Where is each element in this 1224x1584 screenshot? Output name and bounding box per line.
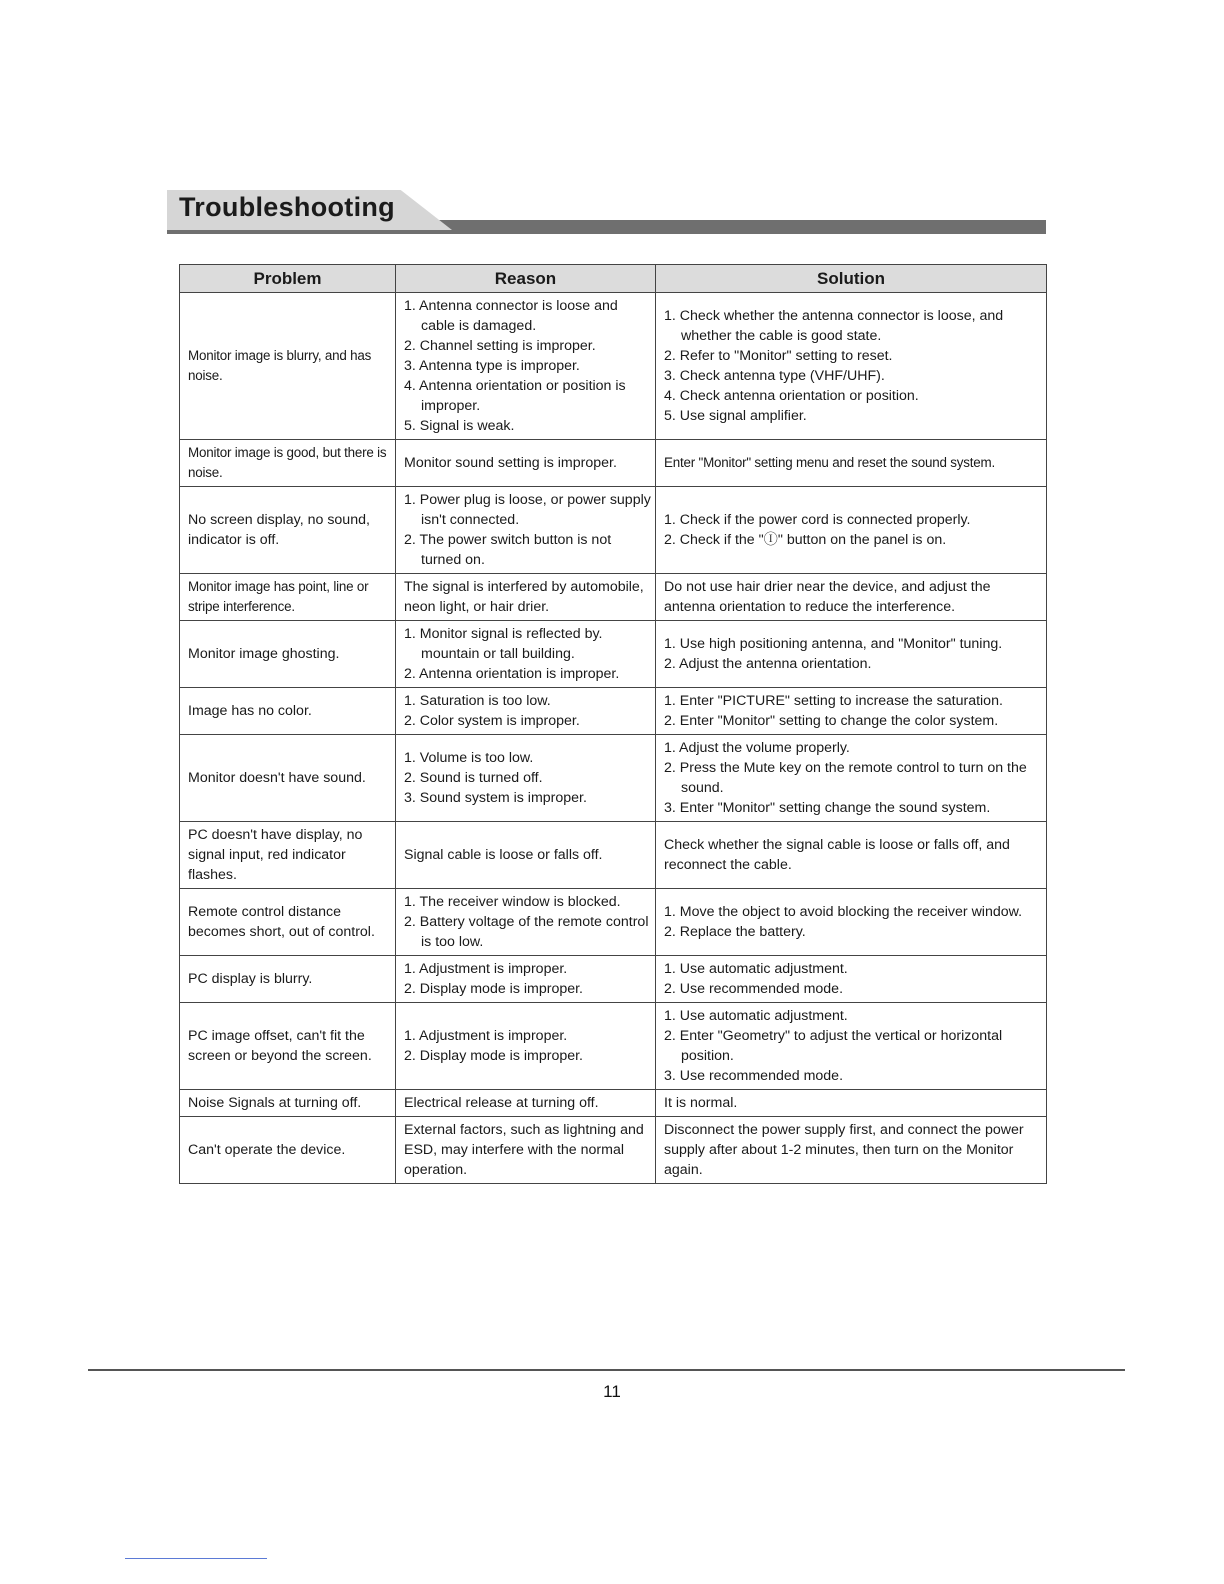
- solution-item: 2. Adjust the antenna orientation.: [664, 656, 872, 672]
- solution-item: 1. Use automatic adjustment.: [664, 1008, 848, 1024]
- solution-cell: Check whether the signal cable is loose or falls off, and reconnect the cable.: [656, 822, 1047, 889]
- solution-item: 1. Use high positioning antenna, and "Monitor" tuning.: [664, 636, 1003, 652]
- reason-cell: The signal is interfered by automobile, neon light, or hair drier.: [396, 574, 656, 621]
- table-row: [180, 822, 1047, 889]
- solution-cell: [656, 735, 1047, 822]
- solution-item: 2. Replace the battery.: [664, 924, 806, 940]
- solution-item: 1. Adjust the volume properly.: [664, 740, 850, 756]
- reason-cell: Signal cable is loose or falls off.: [396, 822, 656, 889]
- solution-item: 1. Use automatic adjustment.: [664, 961, 848, 977]
- reason-cell: Electrical release at turning off.: [396, 1090, 656, 1117]
- reason-cell: [396, 956, 656, 1003]
- solution-cell: [656, 487, 1047, 574]
- solution-item: 5. Use signal amplifier.: [664, 408, 807, 424]
- problem-cell: Can't operate the device.: [180, 1117, 396, 1184]
- reason-item: 1. Monitor signal is reflected by. mountain or tall building.: [404, 626, 603, 662]
- reason-item: 1. The receiver window is blocked.: [404, 894, 621, 910]
- header-problem: Problem: [180, 265, 396, 293]
- reason-cell: [396, 889, 656, 956]
- solution-cell: Enter "Monitor" setting menu and reset the sound system.: [656, 440, 1047, 487]
- solution-item: 4. Check antenna orientation or position.: [664, 388, 919, 404]
- reason-item: 3. Antenna type is improper.: [404, 358, 580, 374]
- solution-item: 2. Press the Mute key on the remote control to turn on the sound.: [664, 760, 1027, 796]
- table-header-row: [180, 265, 1047, 293]
- solution-item: 3. Check antenna type (VHF/UHF).: [664, 368, 885, 384]
- problem-cell: Monitor image ghosting.: [180, 621, 396, 688]
- reason-item: 2. Display mode is improper.: [404, 981, 583, 997]
- reason-cell: [396, 293, 656, 440]
- table-row: [180, 889, 1047, 956]
- solution-item: 1. Move the object to avoid blocking the receiver window.: [664, 904, 1023, 920]
- solution-cell: [656, 621, 1047, 688]
- solution-item: 1. Check whether the antenna connector is loose, and whether the cable is good state.: [664, 308, 1004, 344]
- reason-item: 2. Channel setting is improper.: [404, 338, 596, 354]
- reason-cell: [396, 487, 656, 574]
- solution-cell: Disconnect the power supply first, and connect the power supply after about 1-2 minutes, then turn on the Monitor again.: [656, 1117, 1047, 1184]
- reason-cell: [396, 1003, 656, 1090]
- solution-item: 2. Refer to "Monitor" setting to reset.: [664, 348, 893, 364]
- problem-cell: PC doesn't have display, no signal input, red indicator flashes.: [180, 822, 396, 889]
- problem-cell: No screen display, no sound, indicator is off.: [180, 487, 396, 574]
- solution-item: 1. Enter "PICTURE" setting to increase the saturation.: [664, 693, 1003, 709]
- table-row: [180, 735, 1047, 822]
- problem-cell: Image has no color.: [180, 688, 396, 735]
- problem-cell: PC display is blurry.: [180, 956, 396, 1003]
- reason-item: 2. Battery voltage of the remote control is too low.: [404, 914, 649, 950]
- section-header: [167, 190, 1047, 238]
- reason-cell: [396, 735, 656, 822]
- solution-cell: Do not use hair drier near the device, and adjust the antenna orientation to reduce the interference.: [656, 574, 1047, 621]
- problem-cell: Monitor doesn't have sound.: [180, 735, 396, 822]
- table-row: [180, 621, 1047, 688]
- table-row: [180, 440, 1047, 487]
- troubleshooting-table: [179, 264, 1047, 1184]
- reason-item: 5. Signal is weak.: [404, 418, 515, 434]
- solution-cell: [656, 293, 1047, 440]
- problem-cell: Monitor image has point, line or stripe interference.: [180, 574, 396, 621]
- page-number: 11: [603, 1382, 621, 1401]
- reason-item: 2. Antenna orientation is improper.: [404, 666, 620, 682]
- problem-cell: Noise Signals at turning off.: [180, 1090, 396, 1117]
- reason-item: 3. Sound system is improper.: [404, 790, 587, 806]
- reason-item: 1. Volume is too low.: [404, 750, 534, 766]
- page-title: Troubleshooting: [179, 192, 395, 222]
- reason-cell: Monitor sound setting is improper.: [396, 440, 656, 487]
- problem-cell: Remote control distance becomes short, out of control.: [180, 889, 396, 956]
- table-row: [180, 293, 1047, 440]
- solution-cell: [656, 956, 1047, 1003]
- problem-cell: Monitor image is good, but there is noise.: [180, 440, 396, 487]
- reason-cell: [396, 621, 656, 688]
- table-row: [180, 956, 1047, 1003]
- reason-item: 4. Antenna orientation or position is improper.: [404, 378, 626, 414]
- reason-cell: [396, 688, 656, 735]
- reason-item: 1. Saturation is too low.: [404, 693, 551, 709]
- reason-item: 1. Antenna connector is loose and cable is damaged.: [404, 298, 618, 334]
- header-solution: Solution: [656, 265, 1047, 293]
- reason-item: 2. Display mode is improper.: [404, 1048, 583, 1064]
- reason-item: 1. Adjustment is improper.: [404, 1028, 568, 1044]
- reason-item: 2. The power switch button is not turned on.: [404, 532, 612, 568]
- table-row: [180, 487, 1047, 574]
- solution-item: 2. Enter "Geometry" to adjust the vertical or horizontal position.: [664, 1028, 1003, 1064]
- reason-item: 2. Color system is improper.: [404, 713, 580, 729]
- solution-cell: [656, 1003, 1047, 1090]
- reason-item: 1. Adjustment is improper.: [404, 961, 568, 977]
- table-row: [180, 688, 1047, 735]
- reason-item: 1. Power plug is loose, or power supply isn't connected.: [404, 492, 651, 528]
- solution-item: 3. Enter "Monitor" setting change the sound system.: [664, 800, 991, 816]
- solution-item: 3. Use recommended mode.: [664, 1068, 844, 1084]
- table-row: [180, 1090, 1047, 1117]
- problem-cell: Monitor image is blurry, and has noise.: [180, 293, 396, 440]
- table-row: [180, 574, 1047, 621]
- reason-cell: External factors, such as lightning and ESD, may interfere with the normal operation.: [396, 1117, 656, 1184]
- solution-item: 2. Use recommended mode.: [664, 981, 844, 997]
- solution-item: 2. Check if the "Ⓘ" button on the panel is on.: [664, 532, 947, 548]
- solution-cell: [656, 688, 1047, 735]
- solution-cell: [656, 889, 1047, 956]
- solution-item: 2. Enter "Monitor" setting to change the color system.: [664, 713, 999, 729]
- reason-item: 2. Sound is turned off.: [404, 770, 543, 786]
- table-row: [180, 1117, 1047, 1184]
- solution-cell: It is normal.: [656, 1090, 1047, 1117]
- solution-item: 1. Check if the power cord is connected properly.: [664, 512, 971, 528]
- header-reason: Reason: [396, 265, 656, 293]
- footer-rule: [88, 1369, 1125, 1371]
- problem-cell: PC image offset, can't fit the screen or beyond the screen.: [180, 1003, 396, 1090]
- table-row: [180, 1003, 1047, 1090]
- page-edge-line: [125, 1558, 267, 1559]
